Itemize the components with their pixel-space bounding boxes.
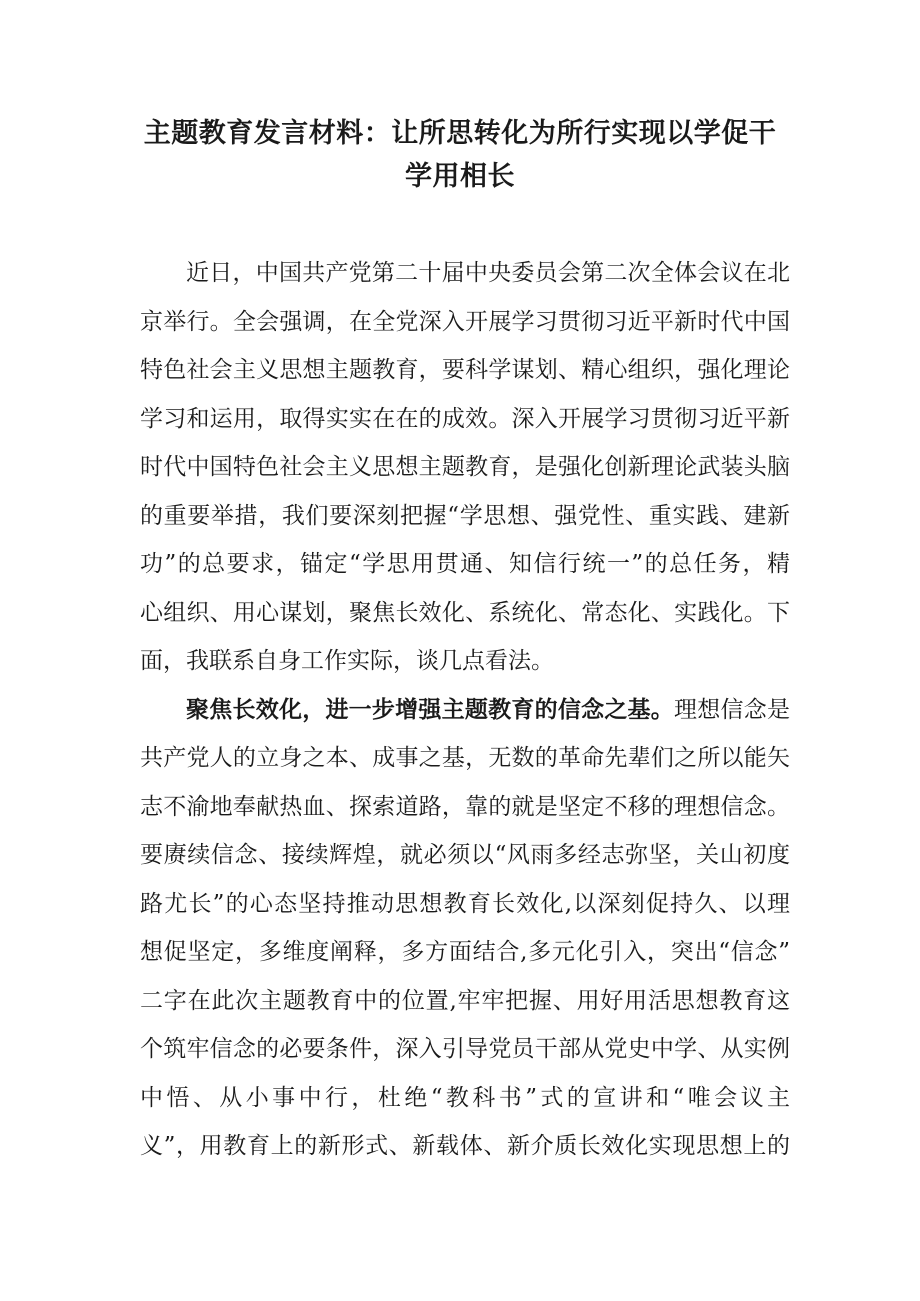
paragraph-line: 学习和运用，取得实实在在的成效。深入开展学习贯彻习近平新 (140, 405, 790, 432)
paragraph-line: 面，我联系自身工作实际，谈几点看法。 (140, 648, 554, 674)
document-body (140, 255, 790, 1177)
paragraph-line: 志不渝地奉献热血、探索道路，靠的就是坚定不移的理想信念。 (140, 793, 790, 820)
paragraph-text: 理想信念是 (674, 696, 791, 723)
paragraph-line: 中悟、从小事中行，杜绝“教科书”式的宣讲和“唯会议主 (140, 1084, 790, 1111)
paragraph-line: 个筑牢信念的必要条件，深入引导党员干部从党史中学、从实例 (140, 1036, 790, 1062)
paragraph-line: 京举行。全会强调，在全党深入开展学习贯彻习近平新时代中国 (140, 308, 790, 335)
section-heading: 聚焦长效化，进一步增强主题教育的信念之基。 (186, 696, 675, 723)
paragraph-line: 时代中国特色社会主义思想主题教育，是强化创新理论武装头脑 (140, 454, 790, 480)
paragraph-1 (140, 255, 790, 692)
paragraph-line: 要赓续信念、接续辉煌，就必须以“风雨多经志弥坚，关山初度 (140, 842, 790, 868)
paragraph-line: 二字在此次主题教育中的位置,牢牢把握、用好用活思想教育这 (140, 987, 790, 1014)
paragraph-line: 路尤长”的心态坚持推动思想教育长效化,以深刻促持久、以理 (140, 890, 790, 917)
title-line-2: 学用相长 (405, 161, 515, 192)
paragraph-line: 功”的总要求，锚定“学思用贯通、知信行统一”的总任务，精 (140, 551, 790, 577)
paragraph-2 (140, 692, 790, 1177)
paragraph-line: 义”，用教育上的新形式、新载体、新介质长效化实现思想上的 (140, 1133, 790, 1159)
paragraph-line: 心组织、用心谋划，聚焦长效化、系统化、常态化、实践化。下 (140, 599, 790, 626)
title-line-1: 主题教育发言材料：让所思转化为所行实现以学促干 (143, 118, 777, 149)
paragraph-line: 共产党人的立身之本、成事之基，无数的革命先辈们之所以能矢 (140, 745, 790, 771)
paragraph-line: 近日，中国共产党第二十届中央委员会第二次全体会议在北 (186, 260, 790, 286)
paragraph-first-line (140, 692, 790, 741)
paragraph-line: 的重要举措，我们要深刻把握“学思想、强党性、重实践、建新 (140, 502, 790, 529)
paragraph-line: 想促坚定，多维度阐释，多方面结合,多元化引入，突出“信念” (140, 939, 790, 965)
paragraph-line: 特色社会主义思想主题教育，要科学谋划、精心组织，强化理论 (140, 357, 790, 383)
document-title (120, 112, 800, 198)
